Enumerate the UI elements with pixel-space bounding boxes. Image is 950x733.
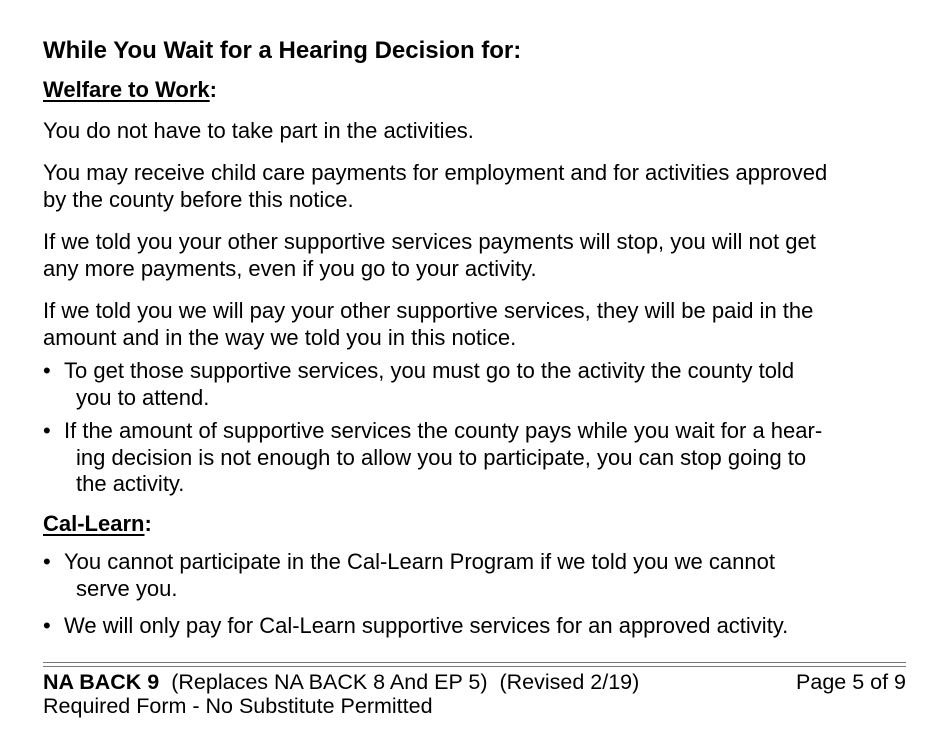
text-line: any more payments, even if you go to your activity. [43,255,537,281]
text-line: serve you. [76,575,178,601]
section-title: Welfare to Work [43,77,210,102]
replaces-note: (Replaces NA BACK 8 And EP 5) [171,670,488,694]
form-id: NA BACK 9 [43,670,160,694]
section-title: Cal-Learn [43,511,145,536]
text-line: You do not have to take part in the activities. [43,118,474,143]
text-line: you to attend. [76,384,210,410]
page-heading: While You Wait for a Hearing Decision for: [43,37,522,64]
paragraph [43,298,813,351]
text-line: • We will only pay for Cal-Learn supportive services for an approved activity. [43,613,788,640]
bullet-item [43,613,788,640]
text-line: the activity. [76,471,185,496]
section-heading-welfare [43,77,217,104]
text-line: You may receive child care payments for employment and for activities approved [43,160,828,185]
section-heading-cal-learn [43,511,152,538]
footer-divider [43,666,906,667]
text-line: If we told you we will pay your other supportive services, they will be paid in the [43,298,814,323]
colon: : [144,511,152,536]
bullet-item [43,418,822,498]
paragraph [43,160,827,213]
footer-notice: Required Form - No Substitute Permitted [43,694,433,718]
revision-date: (Revised 2/19) [499,670,640,694]
page-number: Page 5 of 9 [796,670,906,694]
paragraph [43,229,816,282]
bullet-item [43,358,794,411]
paragraph [43,118,474,145]
text-line: • You cannot participate in the Cal-Learn Program if we told you we cannot [43,549,775,576]
footer-form-line [43,670,639,694]
bullet-item [43,549,775,602]
text-line: ing decision is not enough to allow you to participate, you can stop going to [76,444,807,470]
text-line: • To get those supportive services, you must go to the activity the county told [43,358,794,385]
footer-divider [43,662,906,663]
colon: : [209,77,217,102]
text-line: amount and in the way we told you in this notice. [43,324,517,350]
text-line: If we told you your other supportive services payments will stop, you will not get [43,229,816,254]
text-line: by the county before this notice. [43,186,354,212]
text-line: • If the amount of supportive services the county pays while you wait for a hear- [43,418,822,445]
